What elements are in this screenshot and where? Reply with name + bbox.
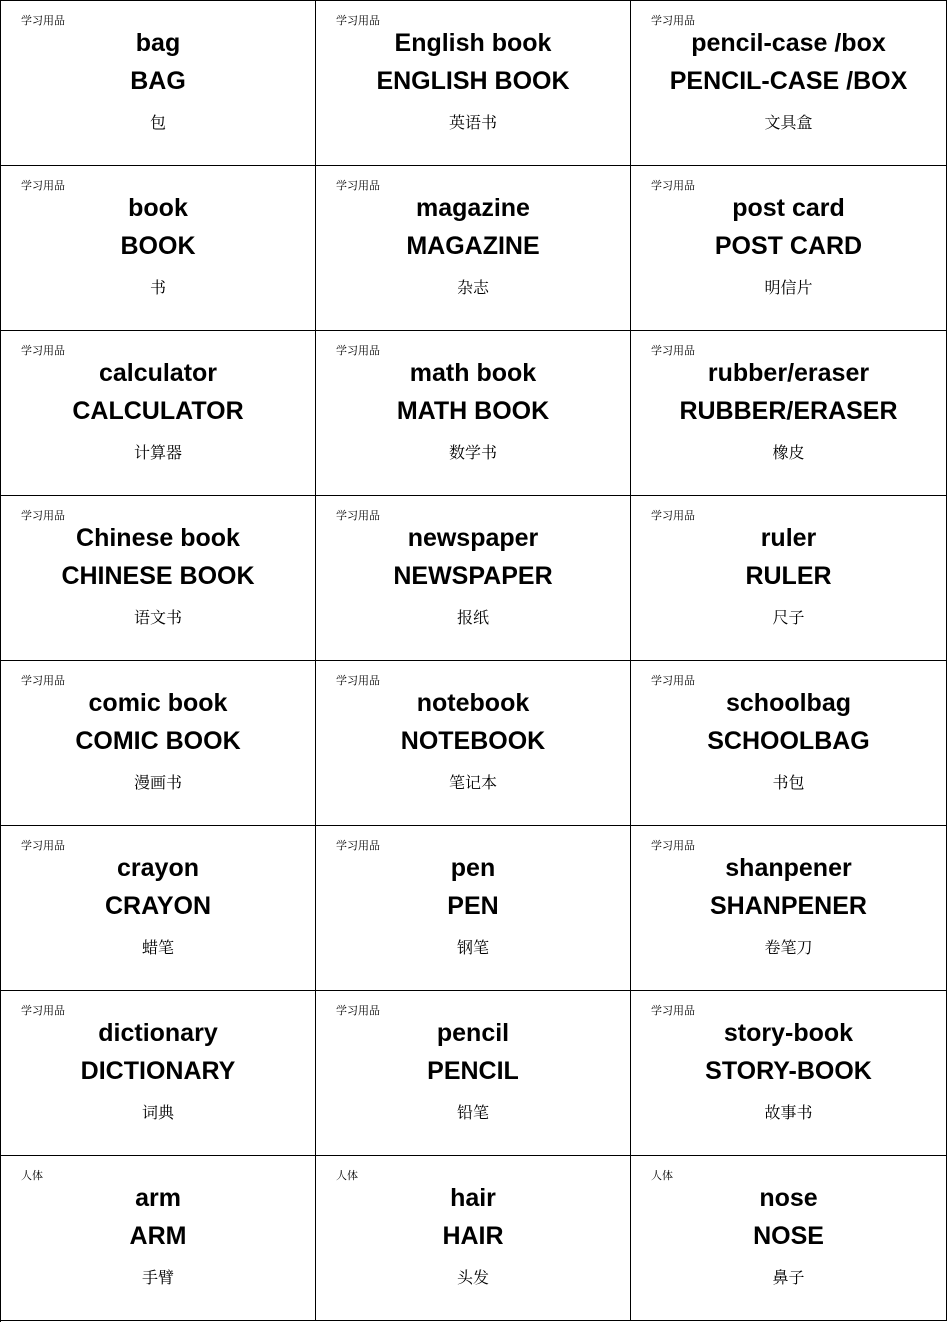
card-category: 学习用品 bbox=[21, 509, 65, 522]
card-word-upper: SCHOOLBAG bbox=[707, 727, 870, 755]
card-chinese: 尺子 bbox=[772, 608, 805, 627]
card-word-upper: POST CARD bbox=[714, 232, 863, 260]
card-chinese: 故事书 bbox=[764, 1103, 813, 1122]
card-word: comic book bbox=[88, 689, 228, 717]
flashcard bbox=[316, 496, 631, 661]
card-word: magazine bbox=[416, 194, 530, 222]
flashcard bbox=[631, 496, 947, 661]
card-chinese: 书 bbox=[149, 278, 166, 297]
card-word: pencil bbox=[436, 1019, 510, 1047]
card-category: 学习用品 bbox=[21, 14, 65, 27]
flashcard bbox=[631, 1, 947, 166]
flashcard bbox=[316, 1156, 631, 1321]
card-word-upper: RULER bbox=[745, 562, 832, 590]
card-category: 学习用品 bbox=[21, 674, 65, 687]
card-category: 学习用品 bbox=[336, 509, 380, 522]
card-category: 学习用品 bbox=[651, 179, 695, 192]
card-word-upper: ENGLISH BOOK bbox=[376, 67, 570, 95]
flashcard bbox=[1, 1156, 316, 1321]
card-category: 学习用品 bbox=[651, 344, 695, 357]
card-chinese: 手臂 bbox=[141, 1268, 174, 1287]
card-word: story-book bbox=[723, 1019, 854, 1047]
card-word-upper: BAG bbox=[130, 67, 186, 95]
card-category: 学习用品 bbox=[651, 839, 695, 852]
flashcard bbox=[316, 1, 631, 166]
card-word-upper: MAGAZINE bbox=[406, 232, 540, 260]
flashcard bbox=[1, 661, 316, 826]
card-word-upper: RUBBER/ERASER bbox=[679, 397, 898, 425]
card-category: 学习用品 bbox=[336, 674, 380, 687]
card-word: crayon bbox=[117, 854, 199, 882]
card-word-upper: DICTIONARY bbox=[80, 1057, 236, 1085]
card-category: 人体 bbox=[336, 1169, 358, 1182]
card-category: 学习用品 bbox=[21, 344, 65, 357]
flashcard bbox=[1, 826, 316, 991]
card-word: bag bbox=[135, 29, 181, 57]
flashcard bbox=[1, 331, 316, 496]
card-word: hair bbox=[450, 1184, 496, 1212]
card-category: 学习用品 bbox=[336, 1004, 380, 1017]
card-category: 学习用品 bbox=[651, 14, 695, 27]
card-chinese: 铅笔 bbox=[456, 1103, 489, 1122]
card-word-upper: PENCIL-CASE /BOX bbox=[669, 67, 908, 95]
card-word: Chinese book bbox=[76, 524, 240, 552]
flashcard bbox=[316, 166, 631, 331]
card-word: pen bbox=[450, 854, 496, 882]
card-chinese: 词典 bbox=[141, 1103, 174, 1122]
flashcard bbox=[631, 991, 947, 1156]
card-chinese: 报纸 bbox=[456, 608, 489, 627]
card-category: 学习用品 bbox=[336, 14, 380, 27]
card-chinese: 英语书 bbox=[448, 113, 497, 132]
card-category: 学习用品 bbox=[21, 179, 65, 192]
flashcard bbox=[316, 826, 631, 991]
card-chinese: 蜡笔 bbox=[141, 938, 174, 957]
flashcard bbox=[1, 991, 316, 1156]
flashcard bbox=[316, 661, 631, 826]
card-word-upper: PEN bbox=[447, 892, 499, 920]
card-category: 学习用品 bbox=[336, 179, 380, 192]
flashcard bbox=[631, 826, 947, 991]
card-word-upper: PENCIL bbox=[427, 1057, 519, 1085]
card-category: 学习用品 bbox=[651, 1004, 695, 1017]
card-category: 人体 bbox=[21, 1169, 43, 1182]
card-word: schoolbag bbox=[725, 689, 851, 717]
card-word: rubber/eraser bbox=[707, 359, 870, 387]
card-word: arm bbox=[135, 1184, 181, 1212]
card-word-upper: NOTEBOOK bbox=[400, 727, 546, 755]
card-chinese: 钢笔 bbox=[456, 938, 489, 957]
card-word: ruler bbox=[760, 524, 817, 552]
card-word-upper: STORY-BOOK bbox=[705, 1057, 872, 1085]
card-chinese: 文具盒 bbox=[764, 113, 813, 132]
card-word: notebook bbox=[416, 689, 530, 717]
flashcard bbox=[631, 1156, 947, 1321]
card-category: 学习用品 bbox=[336, 839, 380, 852]
card-chinese: 书包 bbox=[772, 773, 805, 792]
card-chinese: 笔记本 bbox=[448, 773, 497, 792]
card-word: English book bbox=[394, 29, 552, 57]
card-chinese: 头发 bbox=[456, 1268, 489, 1287]
card-word: dictionary bbox=[98, 1019, 218, 1047]
card-word: post card bbox=[732, 194, 845, 222]
card-word: shanpener bbox=[725, 854, 852, 882]
card-word-upper: SHANPENER bbox=[710, 892, 867, 920]
card-word-upper: CHINESE BOOK bbox=[61, 562, 255, 590]
card-chinese: 数学书 bbox=[448, 443, 497, 462]
card-word: pencil-case /box bbox=[691, 29, 886, 57]
flashcard bbox=[631, 166, 947, 331]
card-category: 学习用品 bbox=[21, 839, 65, 852]
card-chinese: 漫画书 bbox=[133, 773, 182, 792]
card-word-upper: COMIC BOOK bbox=[75, 727, 241, 755]
card-word: book bbox=[128, 194, 188, 222]
card-word-upper: HAIR bbox=[442, 1222, 504, 1250]
card-word: newspaper bbox=[407, 524, 539, 552]
card-chinese: 包 bbox=[149, 113, 166, 132]
card-word-upper: CRAYON bbox=[104, 892, 212, 920]
flashcard bbox=[1, 166, 316, 331]
flashcard bbox=[631, 331, 947, 496]
flashcard bbox=[631, 661, 947, 826]
card-category: 学习用品 bbox=[336, 344, 380, 357]
card-chinese: 橡皮 bbox=[772, 443, 805, 462]
card-chinese: 语文书 bbox=[133, 608, 182, 627]
card-word-upper: CALCULATOR bbox=[72, 397, 244, 425]
card-category: 人体 bbox=[651, 1169, 673, 1182]
card-chinese: 鼻子 bbox=[772, 1268, 805, 1287]
card-word: nose bbox=[759, 1184, 818, 1212]
card-category: 学习用品 bbox=[651, 674, 695, 687]
card-category: 学习用品 bbox=[21, 1004, 65, 1017]
card-chinese: 卷笔刀 bbox=[764, 938, 813, 957]
card-chinese: 明信片 bbox=[764, 278, 813, 297]
card-word: calculator bbox=[98, 359, 218, 387]
card-word-upper: NOSE bbox=[753, 1222, 824, 1250]
flashcard bbox=[316, 331, 631, 496]
flashcard bbox=[1, 496, 316, 661]
card-category: 学习用品 bbox=[651, 509, 695, 522]
card-word-upper: ARM bbox=[129, 1222, 187, 1250]
card-word-upper: MATH BOOK bbox=[396, 397, 550, 425]
card-chinese: 计算器 bbox=[133, 443, 182, 462]
flashcard bbox=[1, 1, 316, 166]
card-word-upper: NEWSPAPER bbox=[393, 562, 553, 590]
card-word-upper: BOOK bbox=[120, 232, 196, 260]
card-word: math book bbox=[409, 359, 537, 387]
flashcard bbox=[316, 991, 631, 1156]
card-chinese: 杂志 bbox=[456, 278, 489, 297]
